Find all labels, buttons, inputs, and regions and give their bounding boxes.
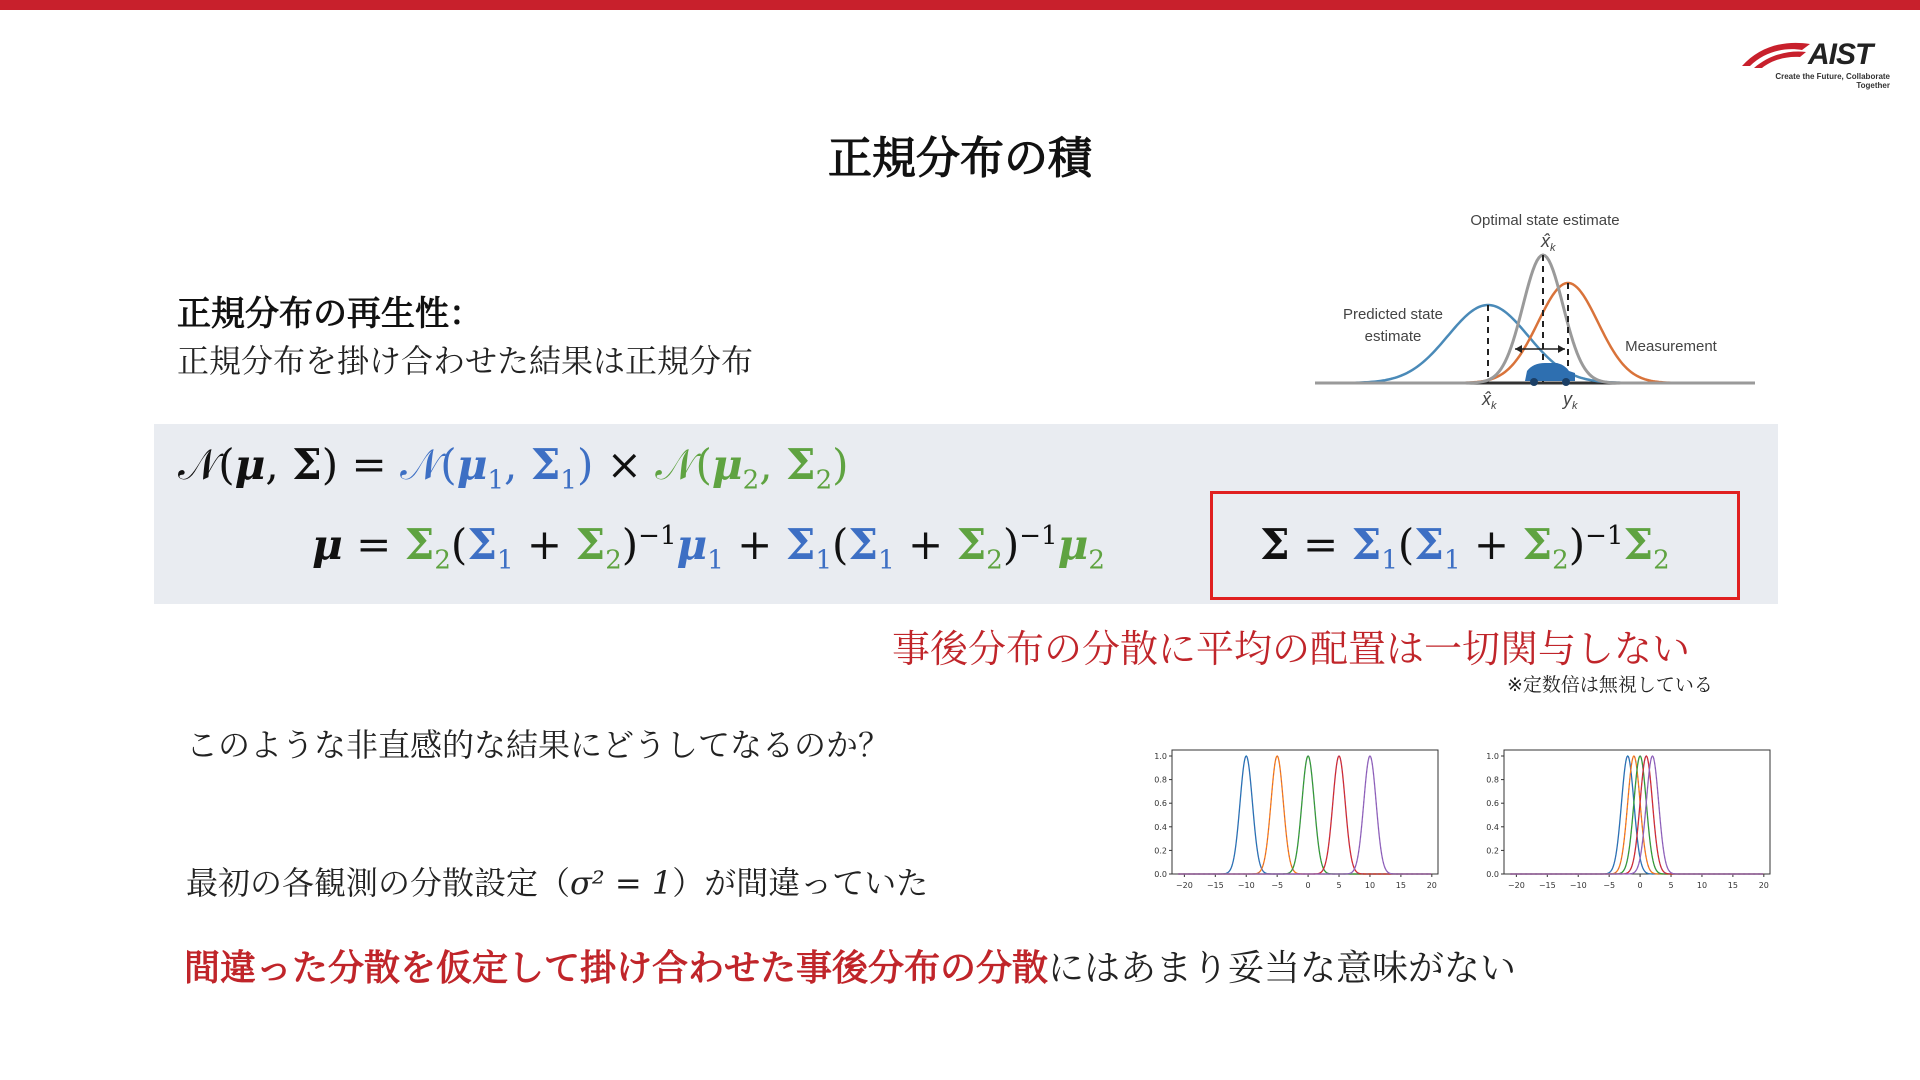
x-tick-label: −20 — [1507, 881, 1525, 890]
y-tick-label: 0.2 — [1154, 846, 1167, 856]
x-tick-label: −10 — [1237, 881, 1255, 890]
y-tick-label: 0.2 — [1486, 846, 1499, 856]
y-tick-label: 0.8 — [1486, 775, 1499, 785]
y-tick-label: 0.4 — [1154, 822, 1167, 832]
label-y: $y_k$ — [1563, 389, 1578, 412]
logo-tagline: Create the Future, Collaborate Together — [1775, 72, 1890, 90]
arrow-head-right — [1558, 345, 1565, 353]
top-accent-bar — [0, 0, 1920, 10]
x-tick-label: −20 — [1175, 881, 1193, 890]
label-optimal-estimate: Optimal state estimate — [1470, 212, 1620, 229]
label-xhat-top: $x̂_k$ — [1541, 231, 1556, 254]
conclusion-rest: にはあまり妥当な意味がない — [1048, 948, 1517, 989]
label-predicted-2: estimate — [1364, 328, 1422, 345]
kalman-filter-figure — [1305, 205, 1765, 425]
question-text: このような非直感的な結果にどうしてなるのか？ — [186, 726, 891, 764]
label-xhat-bottom: $x̂_k$ — [1482, 389, 1497, 412]
x-tick-label: 0 — [1637, 881, 1643, 890]
conclusion-strong: 間違った分散を仮定して掛け合わせた事後分布の分散 — [184, 948, 1049, 989]
variance-equation: $\Sigma = \Sigma_1(\Sigma_1 + \Sigma_2)^{-1}\Sigma_2$ — [1260, 520, 1670, 576]
x-tick-label: 0 — [1305, 881, 1311, 890]
mean-equation: $\mu = \Sigma_2(\Sigma_1 + \Sigma_2)^{-1}\mu_1 + \Sigma_1(\Sigma_1 + \Sigma_2)^{-1}\mu_2$ — [312, 520, 1105, 576]
gaussian-series-3 — [1178, 756, 1431, 874]
wrong-variance-text: 最初の各観測の分散設定（σ² = 1）が間違っていた — [186, 864, 929, 902]
y-tick-label: 1.0 — [1486, 752, 1499, 761]
logo-wordmark: AIST — [1808, 38, 1873, 71]
x-tick-label: 5 — [1336, 881, 1342, 890]
y-tick-label: 0.0 — [1486, 870, 1499, 879]
normal-product-equation: 𝒩(μ, $\Sigma) = 𝒩(\mu_1$, $\Sigma_1$) × $𝒩(\mu_2$, $\Sigma_2$) — [178, 440, 849, 496]
aist-logo — [1740, 38, 1890, 88]
x-tick-label: 5 — [1668, 881, 1674, 890]
x-tick-label: 15 — [1727, 881, 1738, 890]
arrow-head-left — [1515, 345, 1522, 353]
x-tick-label: 10 — [1696, 881, 1708, 890]
x-tick-label: 15 — [1395, 881, 1406, 890]
x-tick-label: −15 — [1206, 881, 1224, 890]
label-measurement: Measurement — [1625, 338, 1717, 355]
x-tick-label: 20 — [1758, 881, 1769, 890]
gaussian-plot-spread — [1138, 744, 1448, 904]
y-tick-label: 0.6 — [1486, 799, 1499, 809]
variance-note: 事後分布の分散に平均の配置は一切関与しない — [892, 627, 1691, 671]
subheading-text: 正規分布を掛け合わせた結果は正規分布 — [177, 342, 754, 380]
y-tick-label: 1.0 — [1154, 752, 1167, 761]
y-tick-label: 0.0 — [1154, 870, 1167, 879]
x-tick-label: 20 — [1426, 881, 1437, 890]
conclusion-text — [184, 940, 1516, 991]
sigma-math: σ² = 1 — [570, 864, 673, 902]
x-tick-label: −10 — [1569, 881, 1587, 890]
gaussian-series-3 — [1510, 756, 1763, 874]
y-tick-label: 0.6 — [1154, 799, 1167, 809]
slide-title: 正規分布の積 — [828, 133, 1092, 184]
constant-factor-note: ※定数倍は無視している — [1507, 674, 1713, 696]
y-tick-label: 0.4 — [1486, 822, 1499, 832]
y-tick-label: 0.8 — [1154, 775, 1167, 785]
x-tick-label: 10 — [1364, 881, 1376, 890]
label-predicted-1: Predicted state — [1342, 306, 1444, 323]
x-tick-label: −15 — [1538, 881, 1556, 890]
x-tick-label: −5 — [1603, 881, 1616, 890]
x-tick-label: −5 — [1271, 881, 1284, 890]
subheading: 正規分布の再生性： — [177, 294, 483, 334]
gaussian-plot-clustered — [1470, 744, 1780, 904]
